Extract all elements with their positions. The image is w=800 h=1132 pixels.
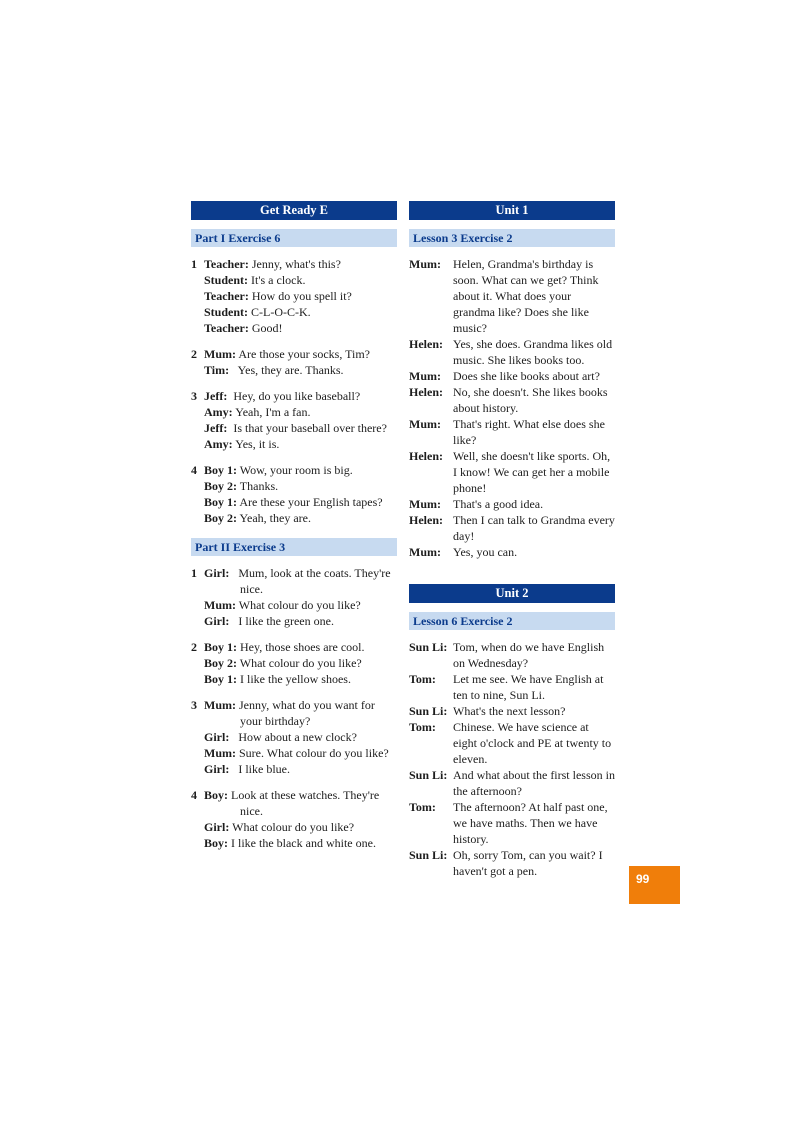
dialogue-line <box>409 448 615 496</box>
right-column <box>409 201 615 879</box>
speech-text: Is that your baseball over there? <box>227 421 387 435</box>
dialogue-line <box>409 799 615 847</box>
exercise-item <box>191 462 397 526</box>
speaker-name: Jeff: <box>204 421 228 435</box>
dialogue-line <box>191 362 397 378</box>
line-text <box>204 478 397 494</box>
dialogue-line <box>409 512 615 544</box>
line-text <box>204 420 397 436</box>
number-spacer <box>191 420 204 436</box>
speech-text: Jenny, what's this? <box>248 257 341 271</box>
speech-text: And what about the first lesson in the afternoon? <box>453 768 615 798</box>
speech-text: C-L-O-C-K. <box>248 305 311 319</box>
line-text <box>204 835 397 851</box>
exercise-item <box>191 256 397 336</box>
line-text <box>204 671 397 687</box>
dialogue-line <box>191 697 397 729</box>
number-spacer <box>191 835 204 851</box>
line-text <box>204 761 397 777</box>
dialogue-line <box>191 320 397 336</box>
dialogue-line <box>409 384 615 416</box>
exercise-number: 3 <box>191 698 197 712</box>
speaker-name: Girl: <box>204 566 230 580</box>
dialogue-line <box>191 819 397 835</box>
exercise-number: 1 <box>191 566 197 580</box>
line-text <box>204 462 397 478</box>
speech-text: Let me see. We have English at ten to nine, Sun Li. <box>453 672 604 702</box>
speaker-name: Girl: <box>204 730 230 744</box>
dialogue-line <box>191 745 397 761</box>
section-banner-unit-2: Unit 2 <box>409 584 615 603</box>
speaker-name: Amy: <box>204 437 233 451</box>
part1-exercises <box>191 256 397 526</box>
speech-text: Yes, it is. <box>232 437 280 451</box>
number-spacer <box>191 671 204 687</box>
speaker-name: Mum: <box>204 698 236 712</box>
speech-text: Helen, Grandma's birthday is soon. What can we get? Think about it. What does your grandma like? Does she like music? <box>453 257 599 335</box>
speech-text: Yes, they are. Thanks. <box>229 363 344 377</box>
speaker-name: Mum: <box>409 497 441 511</box>
speaker-name: Boy 2: <box>204 656 237 670</box>
speaker-name: Tom: <box>409 800 436 814</box>
line-text <box>204 787 397 819</box>
dialogue-line <box>191 671 397 687</box>
exercise-number: 4 <box>191 463 197 477</box>
dialogue-line <box>191 613 397 629</box>
dialogue-line <box>191 436 397 452</box>
speech-text: Yes, she does. Grandma likes old music. She likes books too. <box>453 337 613 367</box>
speaker-name: Boy: <box>204 836 228 850</box>
exercise-number: 1 <box>191 257 197 271</box>
subheading-part2: Part II Exercise 3 <box>191 538 397 556</box>
speaker-name: Helen: <box>409 449 443 463</box>
subheading-lesson3: Lesson 3 Exercise 2 <box>409 229 615 247</box>
line-text <box>204 494 397 510</box>
speaker-name: Boy 2: <box>204 479 237 493</box>
dialogue-line <box>191 729 397 745</box>
dialogue-line <box>409 847 615 879</box>
speaker-name: Sun Li: <box>409 768 448 782</box>
exercise-number: 4 <box>191 788 197 802</box>
speech-text: What's the next lesson? <box>453 704 566 718</box>
line-text <box>204 404 397 420</box>
speech-text: Hey, do you like baseball? <box>227 389 361 403</box>
speech-text: Thanks. <box>237 479 279 493</box>
speaker-name: Boy: <box>204 788 228 802</box>
line-text <box>204 639 397 655</box>
speaker-name: Tom: <box>409 720 436 734</box>
dialogue-line <box>191 388 397 404</box>
speech-text: Tom, when do we have English on Wednesday? <box>453 640 605 670</box>
speaker-name: Mum: <box>409 545 441 559</box>
dialogue-line <box>191 346 397 362</box>
line-text <box>204 697 397 729</box>
exercise-number: 2 <box>191 347 197 361</box>
line-text <box>204 272 397 288</box>
speech-text: How do you spell it? <box>248 289 352 303</box>
speaker-name: Sun Li: <box>409 704 448 718</box>
speech-text: I like blue. <box>229 762 290 776</box>
line-text <box>204 304 397 320</box>
dialogue-line <box>409 639 615 671</box>
speech-text: Jenny, what do you want for <box>236 698 375 712</box>
line-text <box>204 819 397 835</box>
speech-text: Yeah, I'm a fan. <box>232 405 311 419</box>
speaker-name: Teacher: <box>204 257 249 271</box>
line-text <box>204 388 397 404</box>
speaker-name: Mum: <box>204 598 236 612</box>
number-spacer <box>191 404 204 420</box>
speaker-name: Boy 1: <box>204 672 237 686</box>
speech-text: Look at these watches. They're <box>228 788 380 802</box>
dialogue-unit1 <box>409 256 615 560</box>
dialogue-line <box>409 496 615 512</box>
number-spacer <box>191 320 204 336</box>
dialogue-line <box>191 256 397 272</box>
left-column <box>191 201 397 861</box>
dialogue-line <box>191 288 397 304</box>
dialogue-line <box>191 494 397 510</box>
speech-text: The afternoon? At half past one, we have maths. Then we have history. <box>453 800 608 846</box>
speech-text: Hey, those shoes are cool. <box>237 640 365 654</box>
line-text <box>204 256 397 272</box>
dialogue-line <box>191 462 397 478</box>
dialogue-line <box>409 256 615 336</box>
number-spacer <box>191 362 204 378</box>
speaker-name: Boy 1: <box>204 463 237 477</box>
speaker-name: Tom: <box>409 672 436 686</box>
line-text <box>204 346 397 362</box>
exercise-item <box>191 346 397 378</box>
dialogue-line <box>409 336 615 368</box>
speaker-name: Teacher: <box>204 321 249 335</box>
dialogue-line <box>409 767 615 799</box>
subheading-part1: Part I Exercise 6 <box>191 229 397 247</box>
speech-text: Mum, look at the coats. They're <box>229 566 391 580</box>
speech-text: Good! <box>248 321 283 335</box>
dialogue-line <box>409 544 615 560</box>
dialogue-line <box>191 655 397 671</box>
number-spacer <box>191 494 204 510</box>
line-text <box>204 362 397 378</box>
speech-text: I like the black and white one. <box>228 836 376 850</box>
speech-text: Sure. What colour do you like? <box>236 746 389 760</box>
speech-text: Yeah, they are. <box>237 511 311 525</box>
exercise-item <box>191 639 397 687</box>
speaker-name: Tim: <box>204 363 230 377</box>
speech-text: Are these your English tapes? <box>237 495 383 509</box>
speech-continuation: nice. <box>240 582 263 596</box>
speech-text: Does she like books about art? <box>453 369 600 383</box>
speech-text: Oh, sorry Tom, can you wait? I haven't got a pen. <box>453 848 603 878</box>
dialogue-line <box>191 272 397 288</box>
dialogue-unit2 <box>409 639 615 879</box>
line-text <box>204 655 397 671</box>
speech-text: What colour do you like? <box>236 598 361 612</box>
speaker-name: Amy: <box>204 405 233 419</box>
number-spacer <box>191 819 204 835</box>
speech-text: Then I can talk to Grandma every day! <box>453 513 615 543</box>
line-text <box>204 565 397 597</box>
number-spacer <box>191 761 204 777</box>
number-spacer <box>191 288 204 304</box>
exercise-number: 2 <box>191 640 197 654</box>
speaker-name: Mum: <box>409 257 441 271</box>
speech-text: What colour do you like? <box>229 820 355 834</box>
speaker-name: Boy 2: <box>204 511 237 525</box>
speech-text: Well, she doesn't like sports. Oh, I know! We can get her a mobile phone! <box>453 449 611 495</box>
speech-text: It's a clock. <box>248 273 306 287</box>
speaker-name: Girl: <box>204 762 230 776</box>
subheading-lesson6: Lesson 6 Exercise 2 <box>409 612 615 630</box>
speaker-name: Student: <box>204 305 249 319</box>
speaker-name: Student: <box>204 273 249 287</box>
exercise-number: 3 <box>191 389 197 403</box>
speech-continuation: your birthday? <box>240 714 311 728</box>
exercise-item <box>191 565 397 629</box>
number-spacer <box>191 272 204 288</box>
speaker-name: Sun Li: <box>409 848 448 862</box>
speaker-name: Girl: <box>204 614 230 628</box>
number-spacer <box>191 613 204 629</box>
speaker-name: Boy 1: <box>204 495 237 509</box>
number-spacer <box>191 745 204 761</box>
speech-text: I like the green one. <box>229 614 334 628</box>
dialogue-line <box>191 787 397 819</box>
number-spacer <box>191 597 204 613</box>
dialogue-line <box>409 703 615 719</box>
dialogue-line <box>191 510 397 526</box>
line-text <box>204 745 397 761</box>
speaker-name: Girl: <box>204 820 230 834</box>
number-spacer <box>191 478 204 494</box>
speaker-name: Teacher: <box>204 289 249 303</box>
page-number: 99 <box>629 866 680 904</box>
speech-text: I like the yellow shoes. <box>237 672 351 686</box>
dialogue-line <box>191 639 397 655</box>
section-banner-get-ready-e: Get Ready E <box>191 201 397 220</box>
line-text <box>204 320 397 336</box>
speech-text: Chinese. We have science at eight o'clock and PE at twenty to eleven. <box>453 720 612 766</box>
dialogue-line <box>191 420 397 436</box>
speaker-name: Jeff: <box>204 389 228 403</box>
speech-text: Wow, your room is big. <box>237 463 353 477</box>
line-text <box>204 510 397 526</box>
dialogue-line <box>191 597 397 613</box>
line-text <box>204 597 397 613</box>
speech-text: Yes, you can. <box>453 545 518 559</box>
dialogue-line <box>191 478 397 494</box>
dialogue-line <box>191 761 397 777</box>
section-banner-unit-1: Unit 1 <box>409 201 615 220</box>
speaker-name: Sun Li: <box>409 640 448 654</box>
speaker-name: Mum: <box>204 746 236 760</box>
dialogue-line <box>409 416 615 448</box>
line-text <box>204 613 397 629</box>
number-spacer <box>191 655 204 671</box>
line-text <box>204 288 397 304</box>
speaker-name: Helen: <box>409 337 443 351</box>
speech-text: That's a good idea. <box>453 497 544 511</box>
number-spacer <box>191 510 204 526</box>
speech-text: That's right. What else does she like? <box>453 417 605 447</box>
speaker-name: Helen: <box>409 513 443 527</box>
number-spacer <box>191 304 204 320</box>
line-text <box>204 436 397 452</box>
dialogue-line <box>191 565 397 597</box>
line-text <box>204 729 397 745</box>
number-spacer <box>191 436 204 452</box>
speech-text: Are those your socks, Tim? <box>236 347 371 361</box>
exercise-item <box>191 697 397 777</box>
number-spacer <box>191 729 204 745</box>
dialogue-line <box>191 835 397 851</box>
speaker-name: Mum: <box>204 347 236 361</box>
speaker-name: Mum: <box>409 369 441 383</box>
dialogue-line <box>191 304 397 320</box>
exercise-item <box>191 787 397 851</box>
speaker-name: Helen: <box>409 385 443 399</box>
speaker-name: Boy 1: <box>204 640 237 654</box>
speech-text: What colour do you like? <box>237 656 362 670</box>
dialogue-line <box>191 404 397 420</box>
speech-text: No, she doesn't. She likes books about history. <box>453 385 608 415</box>
speech-text: How about a new clock? <box>229 730 357 744</box>
dialogue-line <box>409 719 615 767</box>
exercise-item <box>191 388 397 452</box>
dialogue-line <box>409 368 615 384</box>
speech-continuation: nice. <box>240 804 263 818</box>
dialogue-line <box>409 671 615 703</box>
part2-exercises <box>191 565 397 851</box>
speaker-name: Mum: <box>409 417 441 431</box>
